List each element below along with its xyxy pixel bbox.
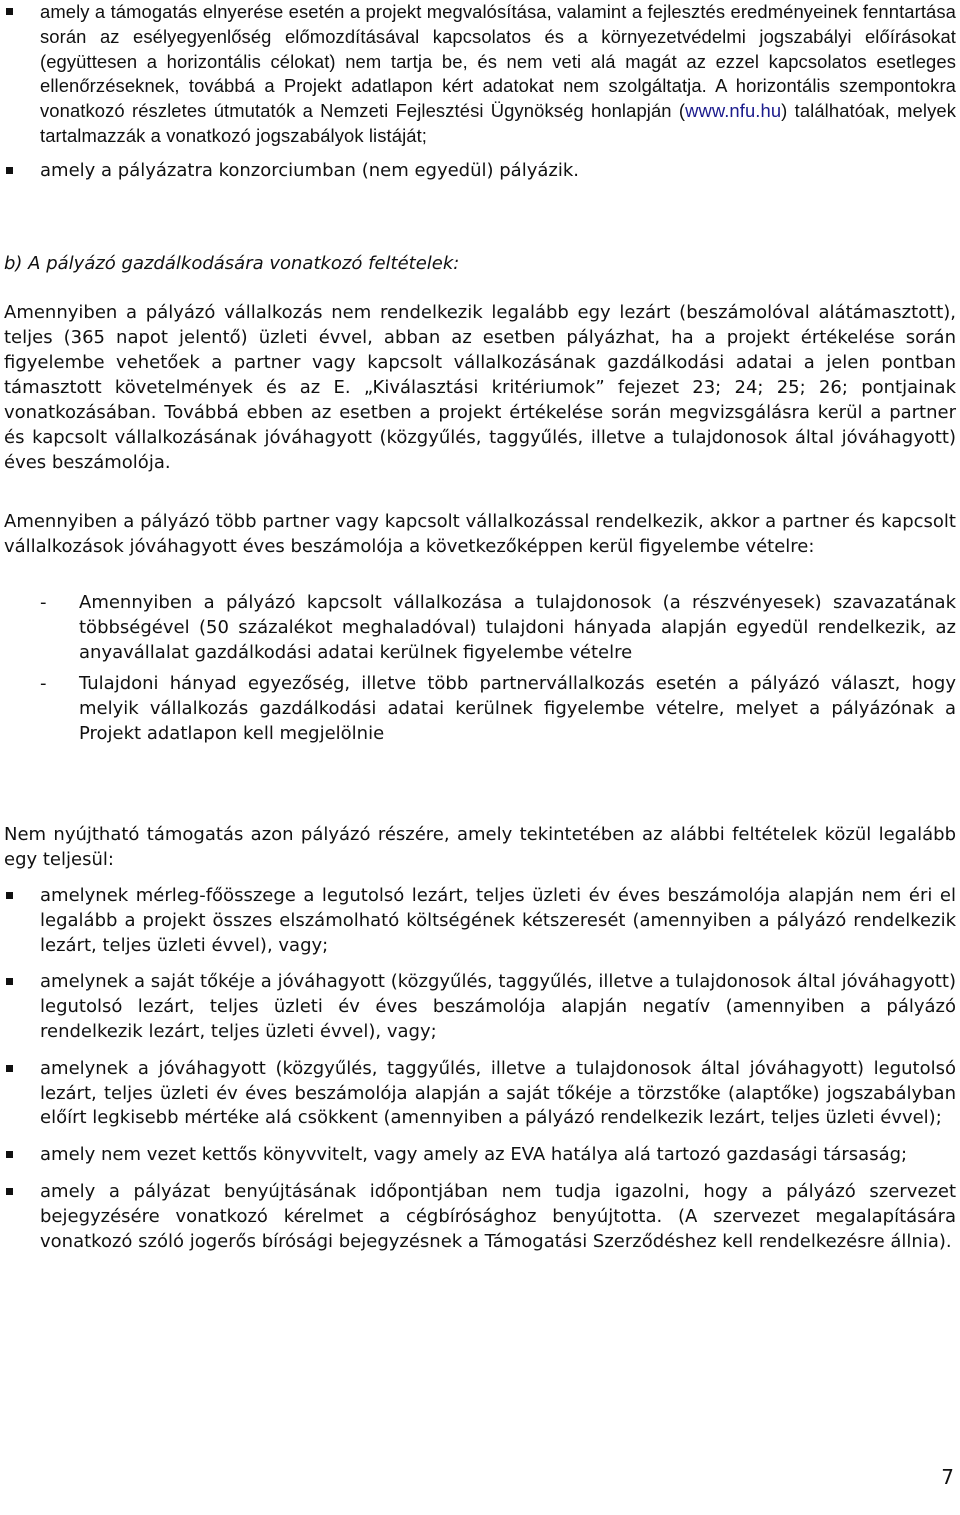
exclusions-list <box>0 884 956 1254</box>
list-item-text: amely a támogatás elnyerése esetén a projekt megvalósítása, valamint a fejlesztés eredményeinek fenntartása során az esélyegyenlőség előmozdításával kapcsolatos és a környezetvédelmi jogszabályi előírásokat (együttesen a horizontális célokat) nem tartja be, és nem veti alá magát az ezzel kapcsolatos esetleges ellenőrzéseknek, továbbá a Projekt adatlapon kért adatokat nem szolgáltatja. A horizontális szempontokra vonatkozó részletes útmutatók a Nemzeti Fejlesztési Ügynökség honlapján ( <box>40 1 956 122</box>
list-item <box>0 0 956 149</box>
section-b-paragraph-1: Amennyiben a pályázó vállalkozás nem rendelkezik legalább egy lezárt (beszámolóval alátámasztott), teljes (365 napot jelentő) üzleti évvel, abban az esetben pályázhat, ha a projekt értékelése során figyelembe vehetőek a partner vagy kapcsolt vállalkozásának gazdálkodási adatai a jelen pontban támasztott követelmények és az E. „Kiválasztási kritériumok” fejezet 23; 24; 25; 26; pontjainak vonatkozásában. Továbbá ebben az esetben a projekt értékelése során megvizsgálásra kerül a partner és kapcsolt vállalkozásának jóváhagyott (közgyűlés, taggyűlés, illetve a tulajdonosok által jóváhagyott) éves beszámolója. <box>4 302 956 473</box>
list-item: amely nem vezet kettős könyvvitelt, vagy amely az EVA hatálya alá tartozó gazdasági társaság; <box>0 1143 956 1168</box>
list-item <box>0 159 956 184</box>
dash-list-item: - Tulajdoni hányad egyezőség, illetve több partnervállalkozás esetén a pályázó választ, hogy melyik vállalkozás gazdálkodási adatai kerülnek figyelembe vételre, melyet a pályázónak a Projekt adatlapon kell megjelölnie <box>4 671 956 746</box>
page-number: 7 <box>941 1465 954 1489</box>
dash-list <box>4 590 956 746</box>
dash-list-item: - Amennyiben a pályázó kapcsolt vállalkozása a tulajdonosok (a részvényesek) szavazatának többségével (50 százalékot meghaladóval) tulajdoni hányada alapján egyedül rendelkezik, az anyavállalat gazdálkodási adatai kerülnek figyelembe vételre <box>4 590 956 665</box>
list-item: amelynek a jóváhagyott (közgyűlés, taggyűlés, illetve a tulajdonosok által jóváhagyott) legutolsó lezárt, teljes üzleti év éves beszámolója alapján a saját tőkéje a törzstőke (alaptőke) jogszabályban előírt legkisebb mértéke alá csökkent (amennyiben a pályázó rendelkezik lezárt, teljes üzleti évvel); <box>0 1057 956 1131</box>
list-item-text-tail: ) találhatóak, melyek tartalmazzák a vonatkozó jogszabályok listáját; <box>40 100 956 146</box>
section-b-paragraph-2: Amennyiben a pályázó több partner vagy kapcsolt vállalkozással rendelkezik, akkor a partner és kapcsolt vállalkozások jóváhagyott éves beszámolója a következőképpen kerül figyelembe vételre: <box>4 511 956 557</box>
nfu-link[interactable]: www.nfu.hu <box>685 100 782 122</box>
list-item: amelynek mérleg-főösszege a legutolsó lezárt, teljes üzleti év éves beszámolója alapján nem éri el legalább a projekt összes elszámolható költségének kétszeresét (amennyiben a pályázó rendelkezik lezárt, teljes üzleti évvel), vagy; <box>0 884 956 958</box>
list-item: amelynek a saját tőkéje a jóváhagyott (közgyűlés, taggyűlés, illetve a tulajdonosok által jóváhagyott) legutolsó lezárt, teljes üzleti év éves beszámolója alapján negatív (amennyiben a pályázó rendelkezik lezárt, teljes üzleti évvel), vagy; <box>0 970 956 1044</box>
list-item-text: amely a pályázatra konzorciumban (nem egyedül) pályázik. <box>40 159 579 181</box>
exclusions-intro: Nem nyújtható támogatás azon pályázó részére, amely tekintetében az alábbi feltételek közül legalább egy teljesül: <box>4 824 956 870</box>
top-bullet-list <box>0 0 956 184</box>
list-item: amely a pályázat benyújtásának időpontjában nem tudja igazolni, hogy a pályázó szervezet bejegyzésére vonatkozó kérelmet a cégbírósághoz benyújtotta. (A szervezet megalapítására vonatkozó szóló jogerős bírósági bejegyzésnek a Támogatási Szerződéshez kell rendelkezésre állnia). <box>0 1180 956 1254</box>
section-b-heading: b) A pályázó gazdálkodására vonatkozó feltételek: <box>4 253 460 274</box>
